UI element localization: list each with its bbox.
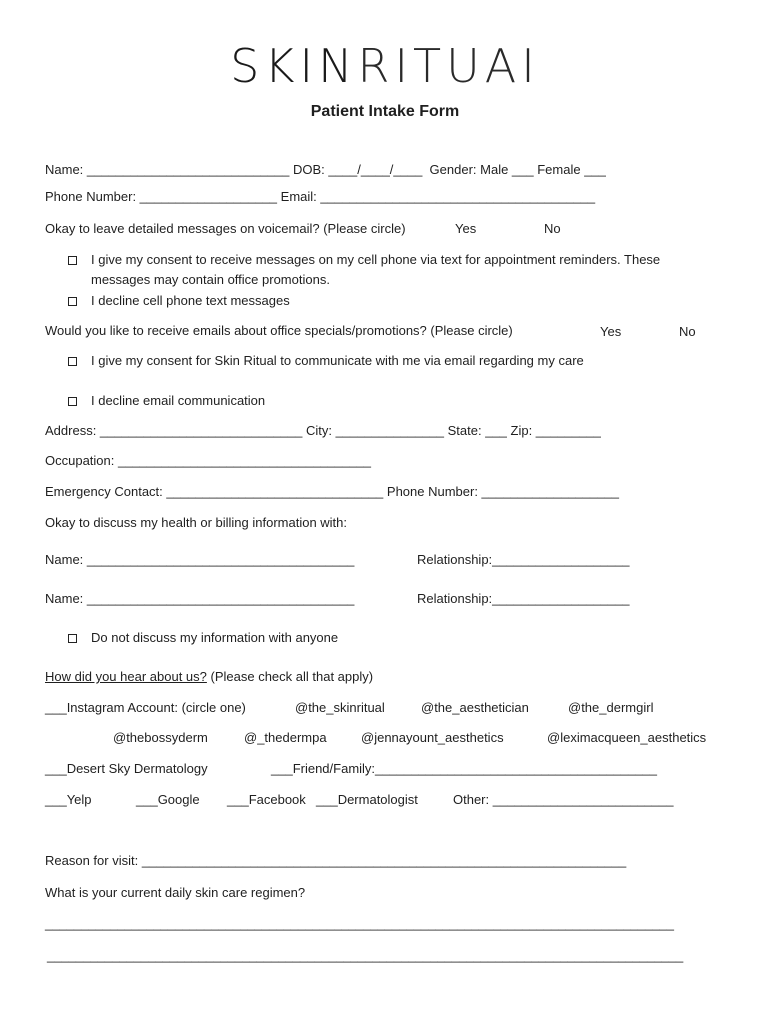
regimen-answer-line-2[interactable]: ________________________________________________________________________________________ [47,948,684,963]
authorized-name-2[interactable]: Name: _____________________________________ [45,591,355,606]
logo-text-skin: SKIN [230,39,358,93]
sms-decline-checkbox[interactable] [68,294,77,309]
name-dob-gender-line[interactable]: Name: ____________________________ DOB: ____/____/____ Gender: Male ___ Female ___ [45,162,606,177]
email-decline-text: I decline email communication [91,393,266,408]
instagram-handle-bossyderm[interactable]: @thebossyderm [113,730,208,745]
instagram-handle-aesthetician[interactable]: @the_aesthetician [421,700,529,715]
email-consent-checkbox[interactable] [68,354,77,369]
other-option[interactable]: Other: _________________________ [453,792,674,807]
reason-for-visit-line[interactable]: Reason for visit: ___________________________________________________________________ [45,853,627,868]
desert-sky-option[interactable]: ___Desert Sky Dermatology [45,761,208,776]
instagram-handle-thedermpa[interactable]: @_thedermpa [244,730,327,745]
instagram-option[interactable]: ___Instagram Account: (circle one) [45,700,246,715]
voicemail-yes-option[interactable]: Yes [455,221,477,236]
no-discuss-checkbox[interactable] [68,631,77,646]
form-title: Patient Intake Form [310,103,460,120]
instagram-handle-jennayount[interactable]: @jennayount_aesthetics [361,730,504,745]
sms-consent-checkbox[interactable] [68,253,77,268]
phone-email-line[interactable]: Phone Number: ___________________ Email: ______________________________________ [45,189,596,204]
discuss-question: Okay to discuss my health or billing information with: [45,515,348,530]
authorized-name-1[interactable]: Name: _____________________________________ [45,552,355,567]
email-decline-checkbox[interactable] [68,394,77,409]
emergency-contact-line[interactable]: Emergency Contact: ______________________________ Phone Number: ___________________ [45,484,619,499]
email-consent-text: I give my consent for Skin Ritual to communicate with me via email regarding my care [91,353,584,368]
facebook-option[interactable]: ___Facebook [227,792,306,807]
sms-consent-text-2: messages may contain office promotions. [91,272,330,287]
address-line[interactable]: Address: ____________________________ City: _______________ State: ___ Zip: _________ [45,423,601,438]
referral-question [45,669,373,685]
email-no-option[interactable]: No [679,324,696,339]
google-option[interactable]: ___Google [136,792,200,807]
voicemail-no-option[interactable]: No [544,221,561,236]
yelp-option[interactable]: ___Yelp [45,792,92,807]
friend-family-option[interactable]: ___Friend/Family:_______________________________________ [271,761,658,776]
instagram-handle-dermgirl[interactable]: @the_dermgirl [568,700,654,715]
sms-decline-text: I decline cell phone text messages [91,293,290,308]
email-yes-option[interactable]: Yes [600,324,622,339]
skin-care-regimen-question: What is your current daily skin care regimen? [45,885,306,900]
email-promo-question: Would you like to receive emails about office specials/promotions? (Please circle) [45,323,513,338]
referral-question-underlined: How did you hear about us? [45,669,207,684]
dermatologist-option[interactable]: ___Dermatologist [316,792,418,807]
referral-question-note: (Please check all that apply) [206,669,374,684]
occupation-line[interactable]: Occupation: ___________________________________ [45,453,372,468]
logo-text-ritual: RITUAI [357,39,540,93]
voicemail-question: Okay to leave detailed messages on voicemail? (Please circle) [45,221,406,236]
no-discuss-text: Do not discuss my information with anyone [91,630,339,645]
authorized-relationship-2[interactable]: Relationship:___________________ [417,591,630,606]
skin-ritual-logo [0,36,770,96]
regimen-answer-line-1[interactable]: _______________________________________________________________________________________ [45,916,675,931]
authorized-relationship-1[interactable]: Relationship:___________________ [417,552,630,567]
instagram-handle-skinritual[interactable]: @the_skinritual [295,700,385,715]
sms-consent-text-1: I give my consent to receive messages on my cell phone via text for appointment reminders. These [91,252,661,267]
instagram-handle-leximacqueen[interactable]: @leximacqueen_aesthetics [547,730,707,745]
